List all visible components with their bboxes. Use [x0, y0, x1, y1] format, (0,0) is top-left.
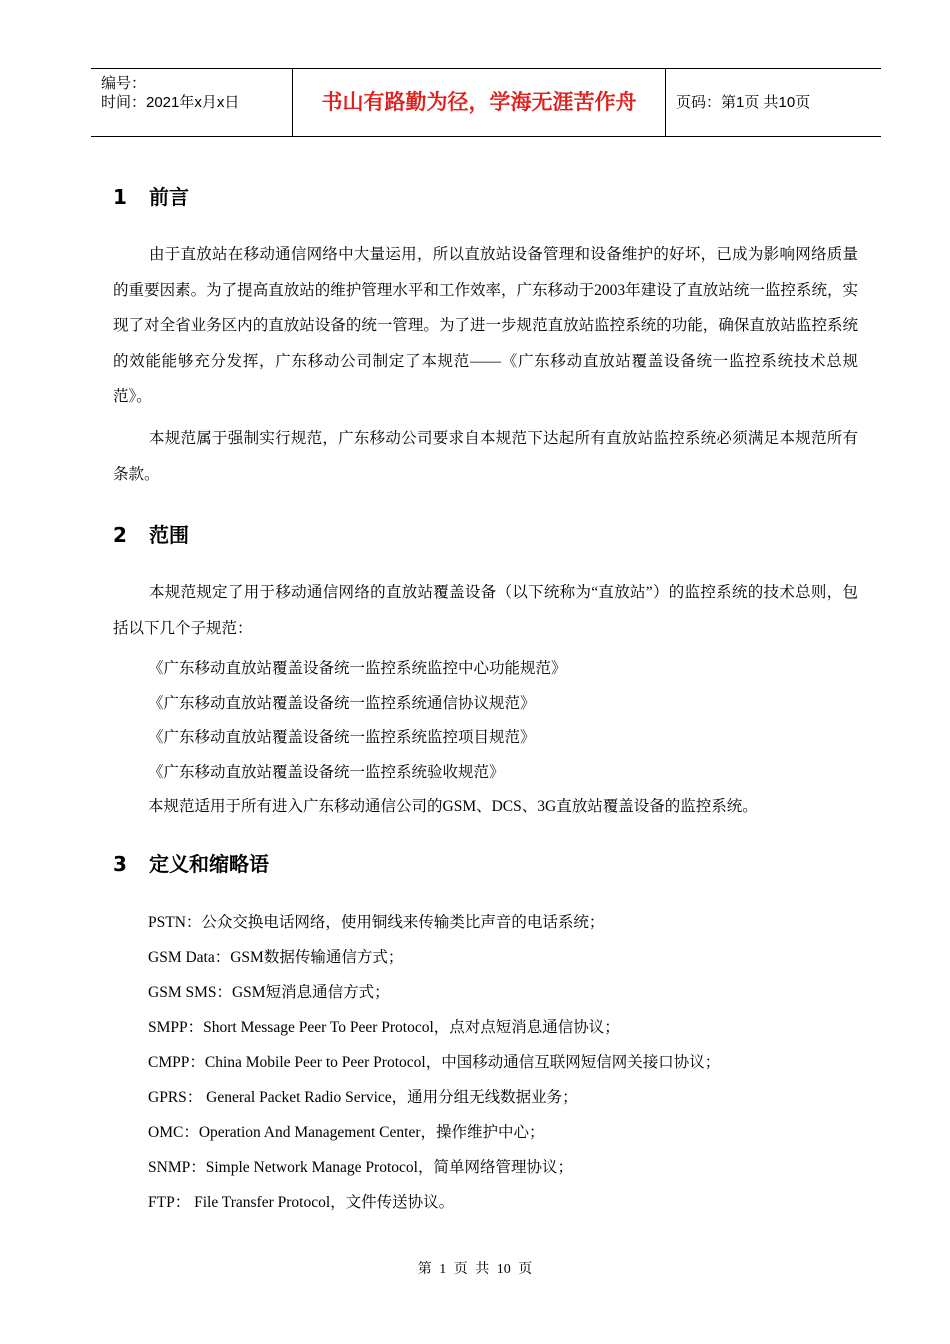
definition-item: SNMP：Simple Network Manage Protocol，简单网络管理协议； [148, 1159, 573, 1176]
definition-item: GSM SMS：GSM短消息通信方式； [148, 984, 390, 1001]
definition-item: GPRS： General Packet Radio Service，通用分组无线数据业务； [148, 1089, 578, 1106]
sub-spec-item: 《广东移动直放站覆盖设备统一监控系统通信协议规范》 [148, 695, 536, 712]
scope-statement: 本规范适用于所有进入广东移动通信公司的GSM、DCS、3G直放站覆盖设备的监控系统。 [148, 798, 758, 815]
header-motto: 书山有路勤为径，学海无涯苦作舟 [293, 69, 666, 136]
section-heading-1 [113, 181, 189, 210]
section-number: 2 [113, 523, 127, 547]
header-time: 时间：2021年x月x日 [101, 94, 240, 111]
definition-item: CMPP：China Mobile Peer to Peer Protocol，中国移动通信互联网短信网关接口协议； [148, 1054, 721, 1071]
sub-spec-item: 《广东移动直放站覆盖设备统一监控系统监控项目规范》 [148, 729, 536, 746]
header-number-label: 编号： [101, 75, 147, 92]
section-title: 前言 [149, 185, 189, 209]
paragraph: 由于直放站在移动通信网络中大量运用，所以直放站设备管理和设备维护的好坏，已成为影响网络质量的重要因素。为了提高直放站的维护管理水平和工作效率，广东移动于2003年建设了直放站统一监控系统，实现了对全省业务区内的直放站设备的统一管理。为了进一步规范直放站监控系统的功能，确保直放站监控系统的效能能够充分发挥，广东移动公司制定了本规范——《广东移动直放站覆盖设备统一监控系统技术总规范》。 [113, 246, 858, 405]
definition-item: SMPP：Short Message Peer To Peer Protocol，点对点短消息通信协议； [148, 1019, 620, 1036]
header-meta [91, 69, 293, 136]
section-number: 3 [113, 852, 127, 876]
section-title: 范围 [149, 523, 189, 547]
paragraph: 本规范属于强制实行规范，广东移动公司要求自本规范下达起所有直放站监控系统必须满足本规范所有条款。 [113, 430, 858, 483]
paragraph: 本规范规定了用于移动通信网络的直放站覆盖设备（以下统称为“直放站”）的监控系统的技术总则，包括以下几个子规范： [113, 584, 858, 637]
definition-item: GSM Data：GSM数据传输通信方式； [148, 949, 404, 966]
definition-item: OMC：Operation And Management Center，操作维护中心； [148, 1124, 545, 1141]
page-footer: 第 1 页 共 10 页 [417, 1262, 533, 1277]
section-number: 1 [113, 185, 127, 209]
sub-spec-item: 《广东移动直放站覆盖设备统一监控系统验收规范》 [148, 764, 505, 781]
section-title: 定义和缩略语 [149, 852, 269, 876]
page-header [91, 68, 881, 137]
section-heading-2 [113, 519, 189, 548]
section-heading-3 [113, 848, 269, 877]
sub-spec-item: 《广东移动直放站覆盖设备统一监控系统监控中心功能规范》 [148, 660, 567, 677]
definition-item: PSTN：公众交换电话网络，使用铜线来传输类比声音的电话系统； [148, 914, 605, 931]
header-page-info: 页码：第1页 共10页 [676, 94, 811, 111]
definition-item: FTP： File Transfer Protocol，文件传送协议。 [148, 1194, 455, 1211]
